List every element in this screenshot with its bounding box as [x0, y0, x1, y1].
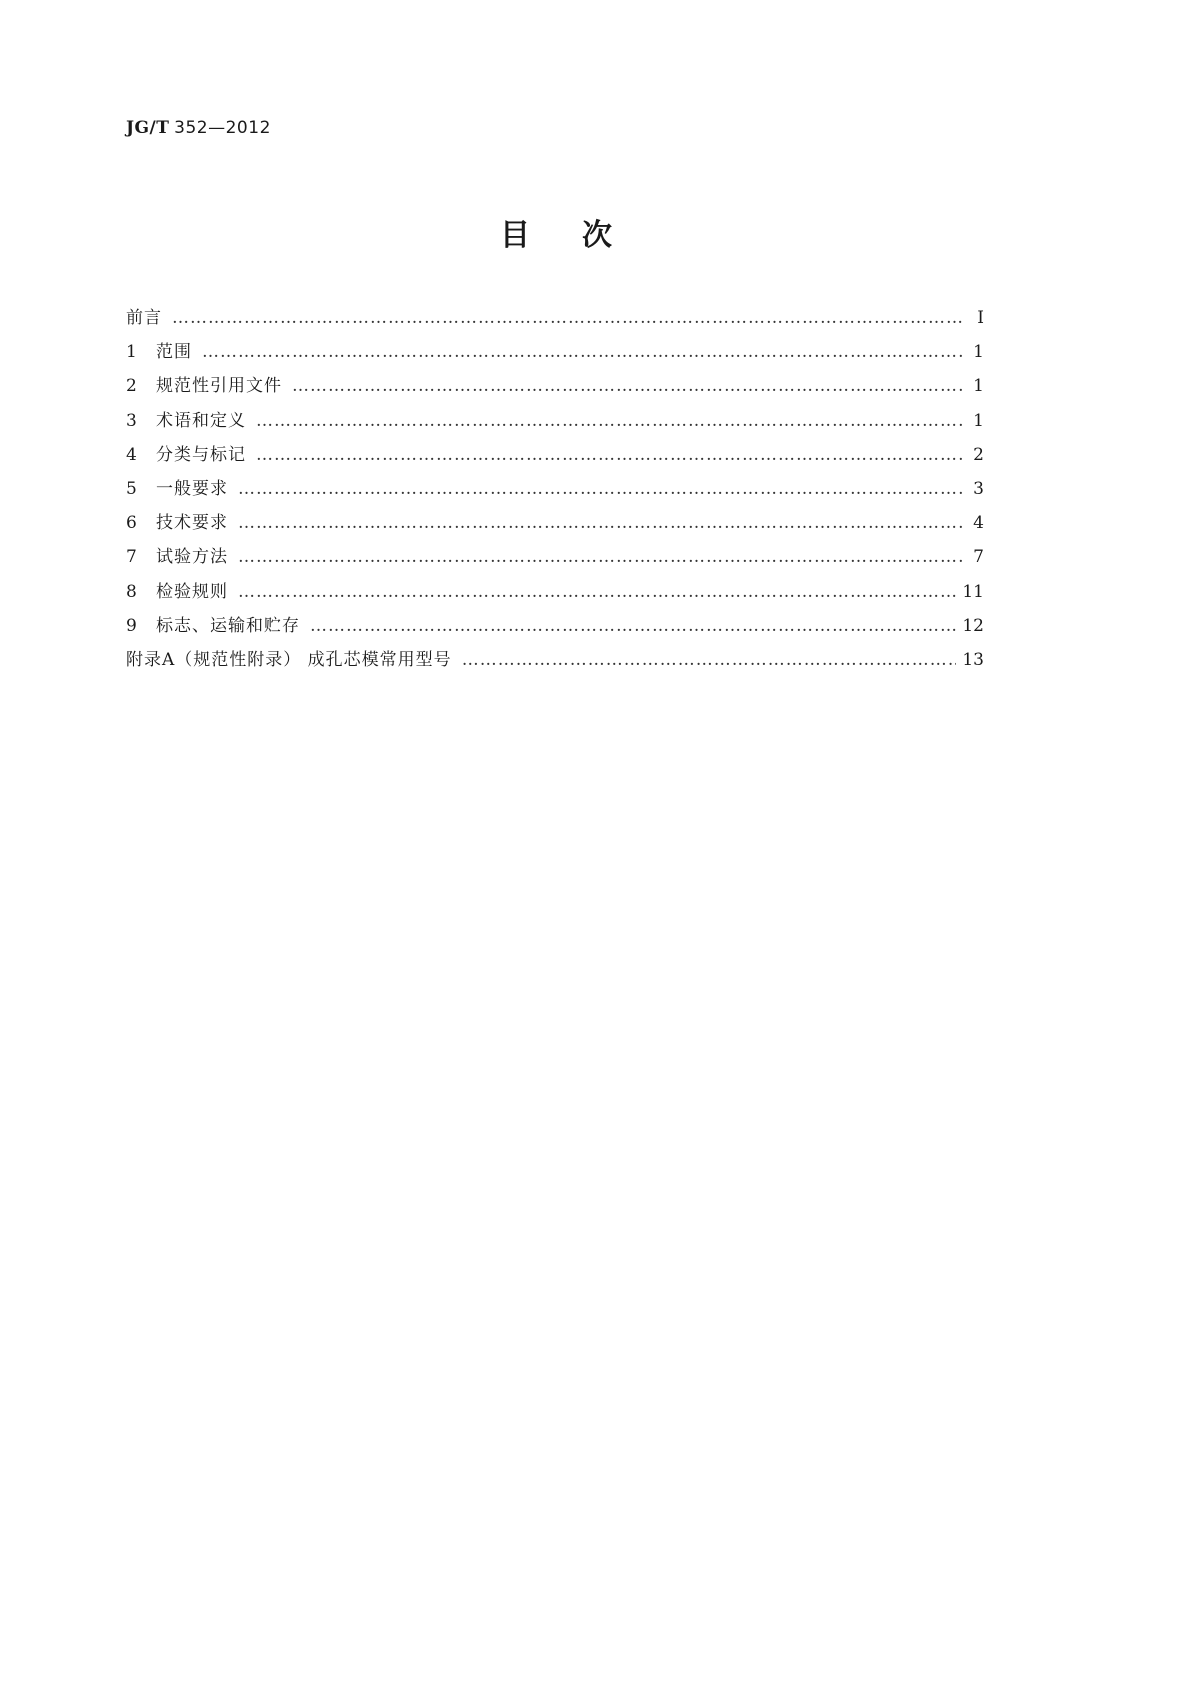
standard-number: 352—2012 — [174, 118, 271, 138]
toc-entry-5[interactable] — [126, 472, 984, 506]
toc-entry-label: 前言 — [126, 308, 162, 328]
toc-entry-label: 技术要求 — [156, 513, 228, 534]
toc-entry-number: 1 — [126, 342, 137, 363]
toc-entry-page: 2 — [973, 444, 984, 465]
dot-leader — [238, 575, 956, 609]
toc-entry-number: 2 — [126, 376, 137, 397]
toc-entry-number: 9 — [126, 615, 137, 636]
toc-entry-label: 附录A（规范性附录） 成孔芯模常用型号 — [126, 649, 452, 670]
dot-leader — [256, 438, 962, 472]
dot-leader — [256, 404, 962, 438]
dot-leader — [202, 335, 962, 369]
toc-entry-page: 3 — [973, 478, 984, 499]
toc-entry-3[interactable] — [126, 404, 984, 438]
toc-entry-page: 4 — [973, 513, 984, 534]
toc-entry-page: 1 — [973, 376, 984, 397]
dot-leader — [310, 609, 956, 643]
table-of-contents — [126, 301, 984, 677]
dot-leader — [238, 506, 962, 540]
dot-leader — [238, 540, 962, 574]
toc-entry-1[interactable] — [126, 335, 984, 369]
dot-leader — [172, 301, 962, 335]
toc-entry-number: 6 — [126, 513, 137, 534]
toc-entry-label: 标志、运输和贮存 — [156, 615, 300, 636]
dot-leader — [462, 643, 957, 677]
toc-entry-page: 13 — [962, 649, 984, 670]
toc-entry-label: 分类与标记 — [156, 444, 246, 465]
toc-entry-page: 11 — [962, 581, 984, 602]
toc-entry-label: 检验规则 — [156, 581, 228, 602]
toc-entry-label: 试验方法 — [156, 547, 228, 568]
standard-prefix: JG/T — [126, 118, 170, 138]
toc-entry-8[interactable] — [126, 575, 984, 609]
page-title: 目次 — [500, 218, 664, 253]
dot-leader — [292, 369, 962, 403]
toc-entry-number: 4 — [126, 444, 137, 465]
toc-entry-number: 5 — [126, 478, 137, 499]
toc-entry-label: 术语和定义 — [156, 410, 246, 431]
toc-entry-appendix-a[interactable] — [126, 643, 984, 677]
toc-entry-number: 8 — [126, 581, 137, 602]
toc-entry-page: 1 — [973, 410, 984, 431]
toc-entry-6[interactable] — [126, 506, 984, 540]
dot-leader — [238, 472, 962, 506]
toc-entry-7[interactable] — [126, 540, 984, 574]
toc-entry-page: 1 — [973, 342, 984, 363]
toc-entry-page: 12 — [962, 615, 984, 636]
toc-entry-number: 7 — [126, 547, 137, 568]
toc-entry-page: Ⅰ — [977, 308, 984, 328]
toc-entry-foreword[interactable] — [126, 301, 984, 335]
toc-entry-4[interactable] — [126, 438, 984, 472]
toc-entry-label: 范围 — [156, 342, 192, 363]
toc-entry-2[interactable] — [126, 369, 984, 403]
standard-code-header — [126, 118, 271, 138]
toc-entry-number: 3 — [126, 410, 137, 431]
toc-entry-page: 7 — [973, 547, 984, 568]
toc-entry-9[interactable] — [126, 609, 984, 643]
toc-entry-label: 规范性引用文件 — [156, 376, 282, 397]
toc-entry-label: 一般要求 — [156, 478, 228, 499]
